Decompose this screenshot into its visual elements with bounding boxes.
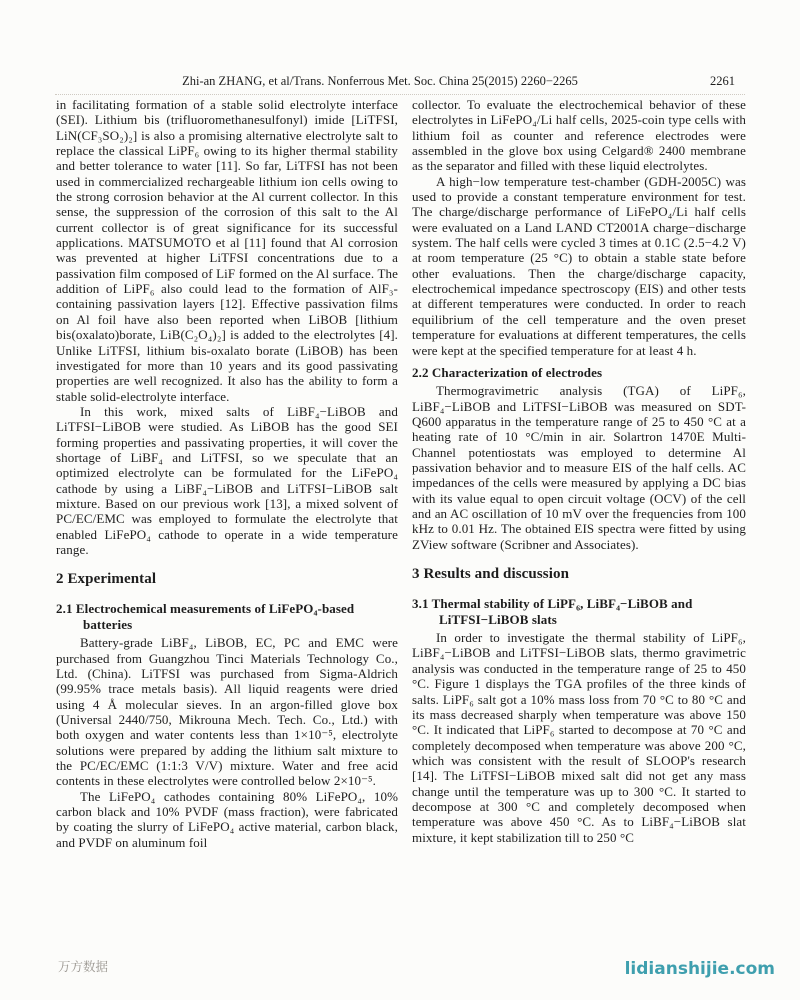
paragraph-tga-analysis: Thermogravimetric analysis (TGA) of LiPF₆, LiBF₄−LiBOB and LiTFSI−LiBOB was measured on SDT-Q600 apparatus in the temperature range of 25 to 450 °C at a heating rate of 10 °C/min in air. Solartron 1470E Multi-Channel potentiostats was employed to determine Al passivation behavior and to measure EIS of the half cells. AC impedances of the cells were measured by applying a DC bias with its value equal to open circuit voltage (OCV) of the cell and an AC oscillation of 10 mV over the frequencies from 100 kHz to 0.01 Hz. The obtained EIS spectra were fitted by using ZView software (Scribner and Associates). — [412, 383, 746, 552]
right-column — [412, 97, 746, 845]
paragraph-this-work: In this work, mixed salts of LiBF₄−LiBOB and LiTFSI−LiBOB were studied. As LiBOB has the good SEI forming properties and passivating properties, it will cover the shortage of LiBF₄ and LiTFSI, so we speculate that an optimized electrolyte can be formulated for the LiFePO₄ cathode by using a LiBF₄−LiBOB and LiTFSI−LiBOB salt mixture. Based on our previous work [13], a mixed solvent of PC/EC/EMC was employed to formulate the electrolyte that enabled LiFePO₄ cathode to operate in a wide temperature range. — [56, 403, 398, 557]
heading-electrochemical-measurements: 2.1 Electrochemical measurements of LiFePO₄-based batteries — [56, 601, 355, 632]
paragraph-collector-half-cells: collector. To evaluate the electrochemical behavior of these electrolytes in LiFePO₄/Li half cells, 2025-coin type cells with lithium foil as counter and reference electrodes were assembled in the glove box using Celgard® 2400 membrane as the separator and filled with these liquid electrolytes. — [412, 97, 746, 174]
wanfang-data-watermark: 万方数据 — [58, 959, 109, 974]
page-number: 2261 — [710, 74, 735, 88]
heading-results-discussion: 3 Results and discussion — [412, 566, 570, 583]
paragraph-thermal-stability-results: In order to investigate the thermal stability of LiPF₆, LiBF₄−LiBOB and LiTFSI−LiBOB slats, thermo gravimetric analysis was conducted in the temperature range of 25 to 450 °C. Figure 1 displays the TGA profiles of the three kinds of salts. LiPF₆ salt got a 10% mass loss from 70 °C to 80 °C and its mass decreased sharply when temperature was above 150 °C. It indicated that LiPF₆ started to decompose at 70 °C and completely decomposed when temperature was above 200 °C, which was consistent with the result of SLOOP's research [14]. The LiTFSI−LiBOB mixed salt did not get any mass change until the temperature was up to 300 °C. It started to decompose at 300 °C and completely decomposed when temperature was above 450 °C. As to LiBF₄−LiBOB slat mixture, it kept stabilization till to 250 °C — [412, 630, 746, 845]
paragraph-battery-grade-materials: Battery-grade LiBF₄, LiBOB, EC, PC and EMC were purchased from Guangzhou Tinci Materials Technology Co., Ltd. (China). LiTFSI was purchased from Sigma-Aldrich (99.95% trace metals basis). All liquid reagents were dried using 4 Å molecular sieves. In an argon-filled glove box (Universal 2440/750, Mikrouna Mech. Tech. Co., Ltd.) with both oxygen and water contents less than 1×10⁻⁵, electrolyte solutions were prepared by adding the lithium salt mixture to the PC/EC/EMC (1:1:3 V/V) mixture. Water and free acid contents in these electrolytes were controlled below 2×10⁻⁵. — [56, 635, 398, 789]
heading-characterization-electrodes: 2.2 Characterization of electrodes — [412, 364, 603, 380]
paragraph-lifepo4-cathodes: The LiFePO₄ cathodes containing 80% LiFePO₄, 10% carbon black and 10% PVDF (mass fraction), were fabricated by coating the slurry of LiFePO₄ active material, carbon black, and PVDF on aluminum foil — [56, 788, 398, 850]
heading-experimental: 2 Experimental — [56, 571, 157, 588]
paragraph-test-chamber: A high−low temperature test-chamber (GDH-2005C) was used to provide a constant temperature environment for test. The charge/discharge performance of LiFePO₄/Li half cells were evaluated on a Land LAND CT2001A charge−discharge system. The half cells were cycled 3 times at 0.1C (2.5−4.2 V) at room temperature (25 °C) to obtain a stable state before other evaluations. Then the charge/discharge capacity, electrochemical impedance spectroscopy (EIS) and other tests at different temperatures were conducted. In order to reach equilibrium of the cell temperature and the oven preset temperature for evaluations at different temperatures, the cells were kept at the specified temperature for at least 4 h. — [412, 173, 746, 358]
running-title: Zhi-an ZHANG, et al/Trans. Nonferrous Met. Soc. China 25(2015) 2260−2265 — [182, 74, 578, 88]
page-header — [55, 74, 745, 95]
heading-thermal-stability: 3.1 Thermal stability of LiPF₆, LiBF₄−LiBOB and LiTFSI−LiBOB slats — [412, 596, 693, 627]
left-column — [56, 97, 398, 850]
paragraph-intro-electrolyte-salts: in facilitating formation of a stable solid electrolyte interface (SEI). Lithium bis (trifluoromethanesulfonyl) imide [LiTFSI, LiN(CF₃SO₂)₂] is also a promising alternative electrolyte salt to replace the classical LiPF₆ owing to its higher thermal stability and better tolerance to water [11]. So far, LiTFSI has not been used in commercialized rechargeable lithium ion cells owing to the strong corrosion behavior at the Al current collector. In this sense, the suppression of the corrosion of this salt to the Al current collector is of great significance for its successful applications. MATSUMOTO et al [11] found that Al corrosion was prevented at higher LiTFSI concentrations due to a passivation film composed of LiF formed on the Al surface. The addition of LiPF₆ also could lead to the formation of AlF₃-containing passivation layers [12]. Effective passivation films on Al foil have also been reported when LiBOB [lithium bis(oxalato)borate, LiB(C₂O₄)₂] is added to the electrolytes [4]. Unlike LiTFSI, lithium bis-oxalato borate (LiBOB) has been investigated for more than 10 years and its good passivating properties are well recognized. It also has the ability to form a stable solid-electrolyte interface. — [56, 97, 398, 404]
lidianshijie-watermark: lidianshijie.com — [624, 959, 775, 979]
